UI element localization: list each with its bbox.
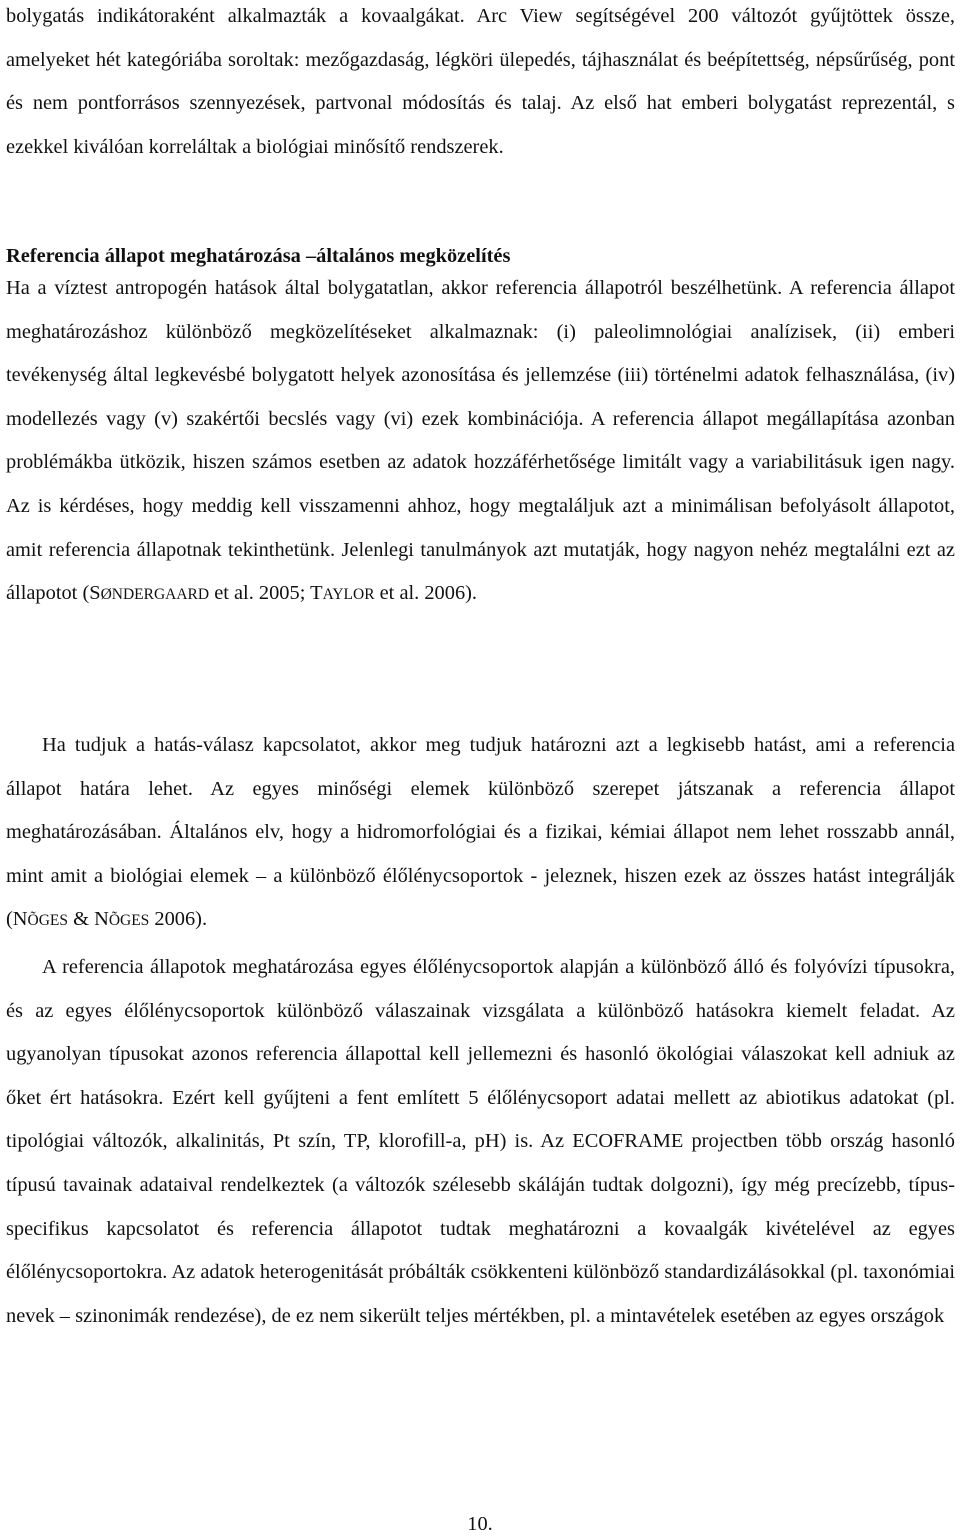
paragraph-effect-response [6, 724, 955, 943]
citation-author: SØNDERGAARD [89, 582, 210, 605]
citation-author: TAYLOR [310, 582, 375, 605]
citation-text: & [68, 908, 95, 931]
section-heading: Referencia állapot meghatározása –általános megközelítés [6, 245, 511, 267]
paragraph-intro: bolygatás indikátoraként alkalmazták a kovaalgákat. Arc View segítségével 200 változót gyűjtöttek össze, amelyeket hét kategóriába soroltak: mezőgazdaság, légköri ülepedés, tájhasználat és beépítettség, népsűrűség, pont és nem pontforrásos szennyezések, partvonal módosítás és talaj. Az első hat emberi bolygatást reprezentál, s ezekkel kiválóan korreláltak a biológiai minősítő rendszerek. [6, 5, 955, 158]
paragraph-text: Ha a víztest antropogén hatások által bolygatatlan, akkor referencia állapotról beszélhetünk. A referencia állapot meghatározáshoz különböző megközelítéseket alkalmaznak: (i) paleolimnológiai analízisek, (ii) emberi tevékenység által legkevésbé bolygatott helyek azonosítása és jellemzése (iii) történelmi adatok felhasználása, (iv) modellezés vagy (v) szakértői becslés vagy (vi) ezek kombinációja. A referencia állapot megállapítása azonban problémákba ütközik, hiszen számos esetben az adatok hozzáférhetősége limitált vagy a variabilitásuk igen nagy. Az is kérdéses, hogy meddig kell visszamenni ahhoz, hogy megtaláljuk azt a minimálisan befolyásolt állapotot, amit referencia állapotnak tekinthetünk. Jelenlegi tanulmányok azt mutatják, hogy nagyon nehéz megtalálni ezt az állapotot ( [6, 277, 955, 605]
citation-author: NÕGES [12, 908, 69, 931]
citation-text: et al. 2006). [374, 582, 478, 605]
citation-text: 2006). [149, 908, 208, 931]
citation-author: NÕGES [94, 908, 150, 931]
paragraph-reference-approaches [6, 267, 955, 617]
citation-text: et al. 2005; [209, 582, 311, 605]
paragraph-text: Ha tudjuk a hatás-válasz kapcsolatot, akkor meg tudjuk határozni azt a legkisebb hatást, ami a referencia állapot határa lehet. Az egyes minőségi elemek különböző szerepet játszanak a referencia állapot meghatározásában. Általános elv, hogy a hidromorfológiai és a fizikai, kémiai állapot nem lehet rosszabb annál, mint amit a biológiai elemek – a különböző élőlénycsoportok - jeleznek, hiszen ezek az összes hatást integrálják ( [6, 734, 955, 931]
paragraph-reference-states: A referencia állapotok meghatározása egyes élőlénycsoportok alapján a különböző álló és folyóvízi típusokra, és az egyes élőlénycsoportok különböző válaszainak vizsgálata a különböző hatásokra kiemelt feladat. Az ugyanolyan típusokat azonos referencia állapottal kell jellemezni és hasonló ökológiai válaszokat kell adniuk az őket ért hatásokra. Ezért kell gyűjteni a fent említett 5 élőlénycsoport adatai mellett az abiotikus adatokat (pl. tipológiai változók, alkalinitás, Pt szín, TP, klorofill-a, pH) is. Az ECOFRAME projectben több ország hasonló típusú tavainak adataival rendelkeztek (a változók szélesebb skáláján tudtak dolgozni), így még precízebb, típus-specifikus kapcsolatot és referencia állapotot tudtak meghatározni a kovaalgák kivételével az egyes élőlénycsoportokra. Az adatok heterogenitását próbálták csökkenteni különböző standardizálásokkal (pl. taxonómiai nevek – szinonimák rendezése), de ez nem sikerült teljes mértékben, pl. a mintavételek esetében az egyes országok [6, 956, 955, 1327]
page-number: 10. [467, 1513, 493, 1535]
